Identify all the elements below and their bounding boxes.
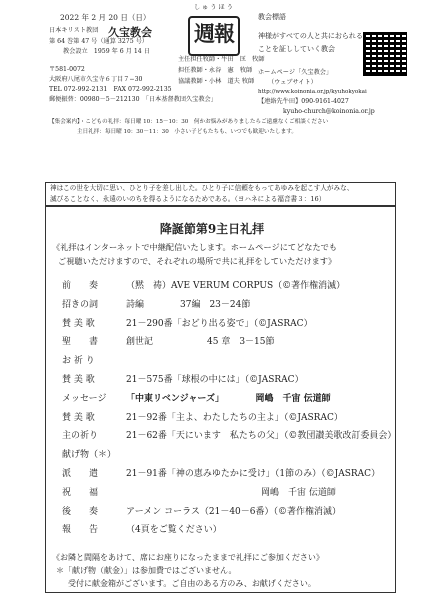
order-item-name: 賛 美 歌: [62, 412, 95, 423]
order-item-content: （黙 祷）AVE VERUM CORPUS（©著作権消滅）: [126, 281, 346, 291]
order-item: [62, 391, 331, 404]
bulletin-logo: 週報: [188, 16, 240, 56]
footer-note-3: 受付に献金箱がございます。ご自由のある方のみ、お献げください。: [68, 579, 316, 588]
church-name: 久宝教会: [108, 26, 152, 39]
postal-transfer: 郵便振替：00980－5－212130 「日本基督教団久宝教会」: [49, 96, 217, 103]
order-item-content: アーメン コーラス（21－40－6番）（©著作権消滅）: [126, 506, 342, 517]
order-item-content: 詩編 37編 23－24節: [126, 299, 251, 310]
order-item: [62, 466, 380, 479]
order-item-content: 岡嶋 千宙 伝道師: [126, 487, 336, 498]
order-item-content: 創世記 45 章 3－15節: [126, 337, 275, 348]
order-item: [62, 297, 250, 310]
website-sub: （ウェブサイト）: [268, 79, 317, 86]
service-info: 主日礼拝：毎日曜 10：30－11：30 小さい子どもたちも、いつでも歓迎いたします。: [77, 129, 297, 135]
order-item: [62, 353, 126, 366]
footer-note-2: ＊「献げ物（献金）」は参加費ではございません。: [56, 566, 237, 575]
phone-fax: TEL 072-992-2131 FAX 072-992-2135: [49, 86, 172, 93]
footer-note-1: 《お隣と間隔をあけて、席にお座りになったままで礼拝にご参加ください》: [52, 553, 324, 562]
order-item-content: 21－92番「主よ、わたしたちの主よ」（©JASRAC）: [126, 412, 343, 423]
order-item: [62, 316, 313, 329]
scripture-line-1: 神はこの世を大切に思い、ひとり子を差し出した。ひとり子に信頼をもってあゆみを起こす人がみな、: [50, 184, 354, 192]
order-item-content: 21－575番「球根の中には」（©JASRAC）: [126, 375, 304, 385]
founding-date: 教会設立 1959 年 6 月 14 日: [63, 48, 150, 55]
scripture-line-2: 滅びることなく、永遠のいのちを得るようになるためである。（ヨハネによる福音書３：16）: [50, 194, 326, 203]
order-item-name: メッセージ: [62, 393, 107, 404]
zip-code: 〒581-0072: [49, 66, 85, 73]
order-item: [62, 334, 275, 347]
order-item-name: 招きの詞: [62, 299, 99, 310]
address: 大阪府八尾市久宝寺６丁目７−30: [49, 76, 143, 83]
order-item-name: 聖 書: [62, 337, 99, 348]
website-url[interactable]: http://www.koinonia.or.jp/kyuhokyokai: [258, 89, 367, 95]
order-item-name: 後 奏: [62, 506, 99, 517]
motto-line-2: ことを証ししていく教会: [258, 45, 335, 53]
logo-reading: しゅうほう: [194, 4, 235, 11]
pastor-2: 担任教師・永谷 憲 牧師: [178, 67, 253, 74]
service-title: 降誕節第9主日礼拝: [159, 222, 265, 236]
order-item: [62, 428, 396, 441]
gathering-info: 【集会案内】・こどもの礼拝：毎日曜 10：15－10：30 何かお悩みがありましたらご遠慮なくご相談ください: [49, 119, 329, 125]
order-item-name: 派 遣: [62, 469, 99, 479]
order-item-name: 報 告: [62, 525, 99, 536]
order-item: [62, 410, 343, 423]
pastor-3: 協議教師・小林 道夫 牧師: [178, 78, 255, 85]
order-item-name: 前 奏: [62, 281, 99, 291]
order-item-content: 21－62番「天にいます 私たちの父」（©教団讃美歌改訂委員会）: [126, 431, 397, 442]
scripture-box: [45, 182, 396, 206]
order-item-content: 21－290番「おどり出る姿で」（©JASRAC）: [126, 318, 313, 329]
order-item: [62, 447, 126, 460]
motto-heading: 教会標語: [258, 13, 286, 21]
pastor-1: 主任担任牧師・牛田 匡 牧師: [178, 56, 265, 63]
issue-date: 2022 年 2 月 20 日（日）: [60, 13, 151, 22]
order-item-name: 主の祈り: [62, 431, 99, 442]
order-item-name: 献げ物（＊）: [62, 450, 117, 461]
website-label: ホームページ「久宝教会」: [258, 69, 333, 76]
motto-line-1: 神様がすべての人と共におられる: [258, 32, 363, 40]
order-item: [62, 485, 336, 498]
order-item: [62, 522, 222, 535]
order-item-content: 21－91番「神の恵みゆたかに受け」（1節のみ）（©JASRAC）: [126, 469, 381, 479]
intro-line-1: 《礼拝はインターネットで中継配信いたします。ホームページにてどなたでも: [52, 242, 338, 252]
order-item-name: 祝 福: [62, 487, 99, 498]
order-item-name: 賛 美 歌: [62, 318, 95, 329]
volume-number: 第 64 巻第 47 号（通算 3275 号）: [49, 38, 148, 45]
qr-code-icon[interactable]: [363, 32, 407, 76]
contact-email[interactable]: kyuho-church@koinonia.or.jp: [283, 108, 375, 115]
org-denomination: 日本キリスト教団: [49, 27, 99, 34]
order-item-name: 賛 美 歌: [62, 375, 95, 385]
order-item-name: お 祈 り: [62, 356, 95, 367]
order-item-content: 「中東リベンジャーズ」 岡嶋 千宙 伝道師: [126, 393, 331, 404]
order-item: [62, 504, 341, 517]
order-item: [62, 372, 304, 385]
order-item-content: （4頁をご覧ください）: [126, 525, 222, 536]
order-item: [62, 278, 345, 291]
contact-phone: 【連絡先牛田】090-9161-4027: [258, 98, 349, 105]
intro-line-2: ご視聴いただけますので、それぞれの場所で共に礼拝をしていただけます》: [58, 256, 337, 266]
